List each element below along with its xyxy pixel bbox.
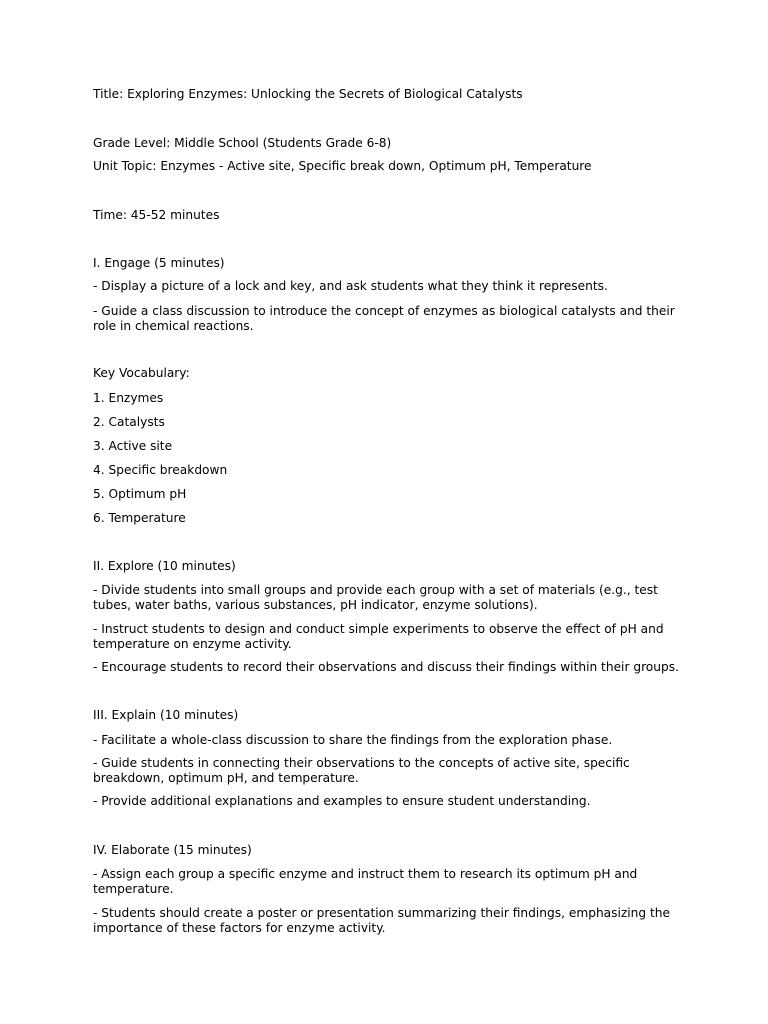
explain-heading: III. Explain (10 minutes) (93, 708, 239, 722)
elaborate-heading: IV. Elaborate (15 minutes) (93, 843, 252, 857)
engage-item: - Display a picture of a lock and key, and ask students what they think it represents. (93, 279, 608, 293)
explore-item: - Encourage students to record their observations and discuss their findings within their groups. (93, 660, 679, 674)
explore-item: - Divide students into small groups and provide each group with a set of materials (e.g., test tubes, water baths, various substances, pH indicator, enzyme solutions). (93, 583, 658, 612)
elaborate-item: - Assign each group a specific enzyme and instruct them to research its optimum pH and temperature. (93, 867, 638, 896)
engage-item: - Guide a class discussion to introduce the concept of enzymes as biological catalysts and their role in chemical reactions. (93, 304, 675, 333)
vocabulary-item: 4. Specific breakdown (93, 463, 228, 477)
vocabulary-item: 5. Optimum pH (93, 487, 187, 501)
explain-item: - Facilitate a whole-class discussion to share the findings from the exploration phase. (93, 733, 613, 747)
vocabulary-item: 6. Temperature (93, 511, 186, 525)
vocabulary-heading: Key Vocabulary: (93, 366, 190, 380)
elaborate-item: - Students should create a poster or presentation summarizing their findings, emphasizing the importance of these factors for enzyme activity. (93, 906, 670, 935)
engage-heading: I. Engage (5 minutes) (93, 256, 225, 270)
explain-item: - Provide additional explanations and examples to ensure student understanding. (93, 794, 591, 808)
vocabulary-item: 1. Enzymes (93, 391, 164, 405)
unit-topic: Unit Topic: Enzymes - Active site, Specific break down, Optimum pH, Temperature (93, 159, 592, 173)
explore-item: - Instruct students to design and conduct simple experiments to observe the effect of pH and temperature on enzyme activity. (93, 622, 664, 651)
vocabulary-item: 3. Active site (93, 439, 173, 453)
time-allotment: Time: 45-52 minutes (93, 208, 220, 222)
explore-heading: II. Explore (10 minutes) (93, 559, 236, 573)
explain-item: - Guide students in connecting their observations to the concepts of active site, specific breakdown, optimum pH, and temperature. (93, 756, 630, 785)
document-title: Title: Exploring Enzymes: Unlocking the Secrets of Biological Catalysts (93, 87, 523, 101)
grade-level: Grade Level: Middle School (Students Grade 6-8) (93, 136, 392, 150)
vocabulary-item: 2. Catalysts (93, 415, 165, 429)
